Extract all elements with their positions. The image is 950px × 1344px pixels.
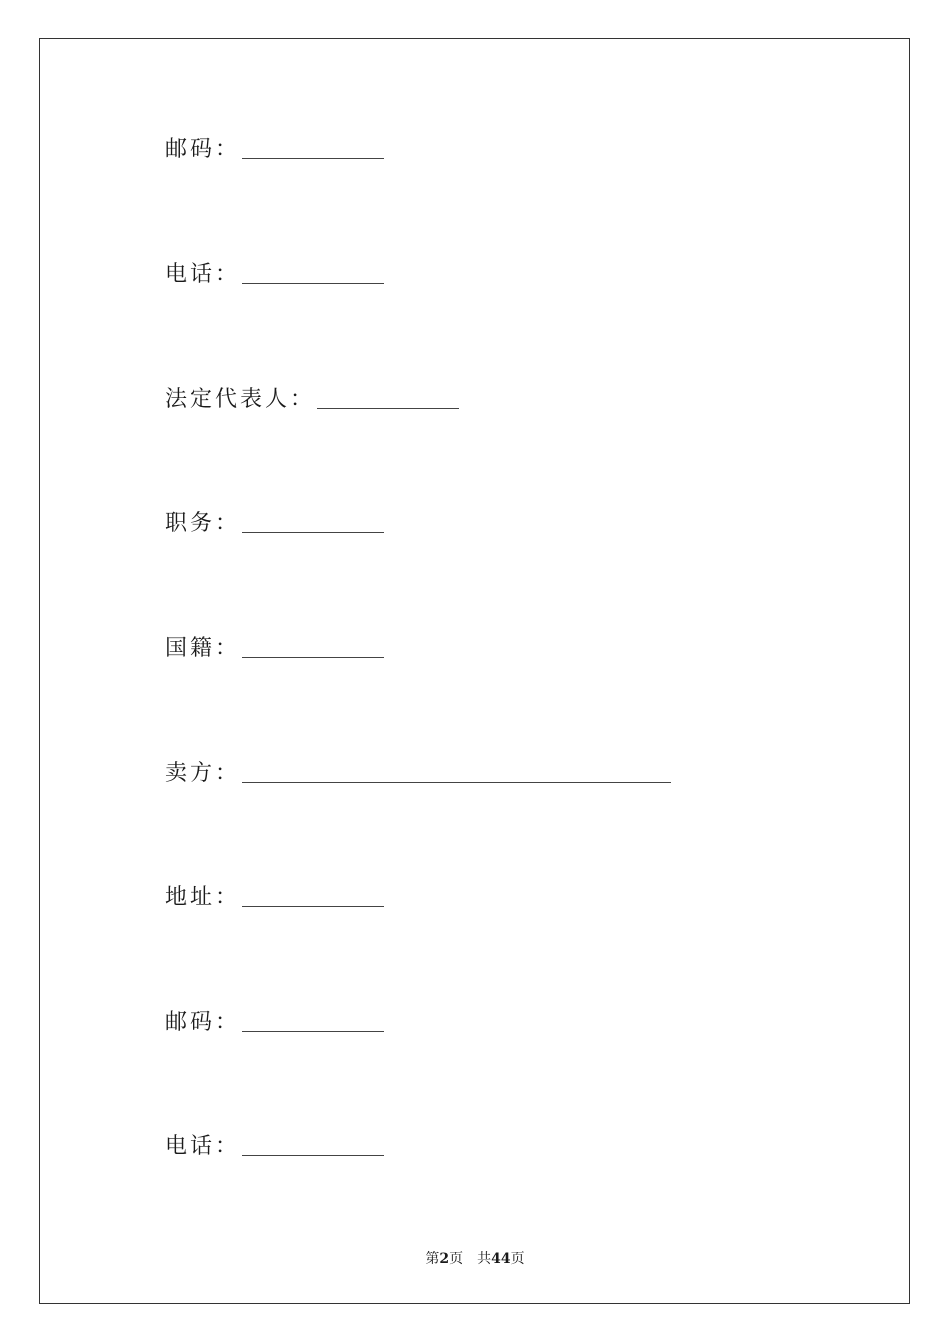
- fill-in-blank[interactable]: [242, 656, 384, 658]
- footer-prefix: 第: [425, 1251, 440, 1267]
- legal-representative-field: [165, 383, 459, 413]
- address-field: [165, 881, 384, 911]
- total-page-count: 44: [491, 1251, 511, 1267]
- field-label: 卖方：: [165, 761, 241, 786]
- field-label: 地址：: [165, 885, 241, 910]
- field-label: 法定代表人：: [165, 387, 316, 412]
- field-label: 电话：: [165, 1134, 241, 1159]
- current-page-number: 2: [439, 1251, 450, 1267]
- field-label: 电话：: [165, 262, 241, 287]
- seller-field: [165, 757, 671, 787]
- position-field: [165, 507, 384, 537]
- postcode-field: [165, 1006, 384, 1036]
- fill-in-blank[interactable]: [242, 531, 384, 533]
- field-label: 邮码：: [165, 1010, 241, 1035]
- fill-in-blank[interactable]: [317, 407, 459, 409]
- field-label: 国籍：: [165, 636, 241, 661]
- fill-in-blank[interactable]: [242, 1030, 384, 1032]
- footer-total-prefix: 共: [477, 1251, 492, 1267]
- field-label: 邮码：: [165, 137, 241, 162]
- fill-in-blank[interactable]: [242, 1154, 384, 1156]
- fill-in-blank[interactable]: [242, 157, 384, 159]
- fill-in-blank[interactable]: [242, 781, 671, 783]
- postcode-field: [165, 133, 384, 163]
- footer-page-suffix: 页: [449, 1251, 464, 1267]
- field-label: 职务：: [165, 511, 241, 536]
- fill-in-blank[interactable]: [242, 905, 384, 907]
- footer-total-suffix: 页: [510, 1251, 525, 1267]
- fill-in-blank[interactable]: [242, 282, 384, 284]
- phone-field: [165, 258, 384, 288]
- page-footer: [0, 1248, 950, 1268]
- nationality-field: [165, 632, 384, 662]
- phone-field: [165, 1130, 384, 1160]
- page-frame: [39, 38, 910, 1304]
